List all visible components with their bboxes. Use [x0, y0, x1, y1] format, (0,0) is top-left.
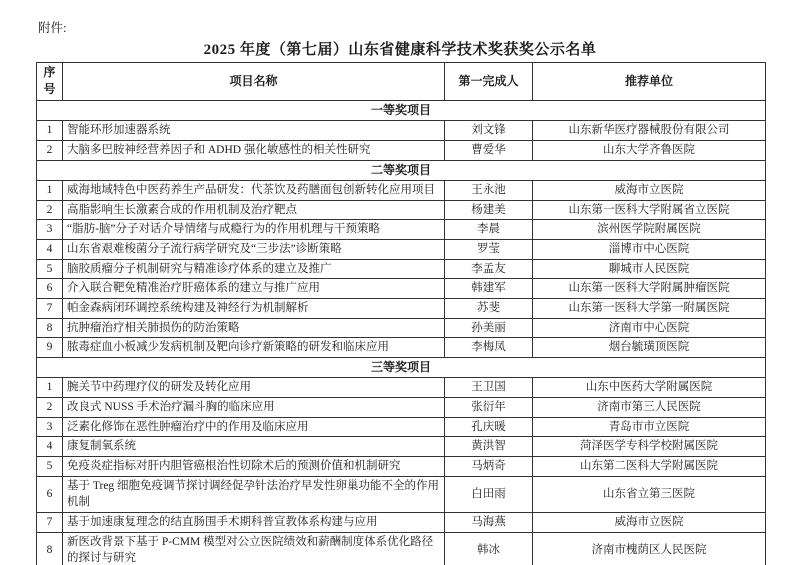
cell-project: 智能环形加速器系统	[63, 121, 445, 141]
table-row	[37, 298, 766, 318]
cell-unit: 山东第一医科大学附属省立医院	[533, 200, 766, 220]
cell-no: 3	[37, 417, 63, 437]
cell-person: 张衍年	[445, 398, 533, 418]
table-row	[37, 476, 766, 512]
cell-person: 黄洪智	[445, 437, 533, 457]
table-row	[37, 437, 766, 457]
table-row	[37, 513, 766, 533]
cell-unit: 山东第一医科大学第一附属医院	[533, 298, 766, 318]
cell-unit: 山东第二医科大学附属医院	[533, 457, 766, 477]
column-header: 第一完成人	[445, 63, 533, 101]
cell-unit: 山东中医药大学附属医院	[533, 378, 766, 398]
cell-project: 抗肿瘤治疗相关肺损伤的防治策略	[63, 318, 445, 338]
cell-unit: 滨州医学院附属医院	[533, 220, 766, 240]
cell-unit: 威海市立医院	[533, 180, 766, 200]
cell-person: 杨建美	[445, 200, 533, 220]
cell-unit: 山东省立第三医院	[533, 476, 766, 512]
page-title: 2025 年度（第七届）山东省健康科学技术奖获奖公示名单	[203, 42, 597, 58]
cell-project: 基于加速康复理念的结直肠围手术期科普宣教体系构建与应用	[63, 513, 445, 533]
table-row	[37, 259, 766, 279]
section-header-row	[37, 357, 766, 377]
table-row	[37, 140, 766, 160]
section-title: 一等奖项目	[37, 100, 766, 120]
cell-person: 王永池	[445, 180, 533, 200]
column-header: 推荐单位	[533, 63, 766, 101]
cell-unit: 菏泽医学专科学校附属医院	[533, 437, 766, 457]
cell-no: 5	[37, 457, 63, 477]
cell-person: 马海燕	[445, 513, 533, 533]
cell-unit: 济南市中心医院	[533, 318, 766, 338]
cell-project: 帕金森病闭环调控系统构建及神经行为机制解析	[63, 298, 445, 318]
cell-project: 高脂影响生长激素合成的作用机制及治疗靶点	[63, 200, 445, 220]
cell-unit: 山东大学齐鲁医院	[533, 140, 766, 160]
cell-person: 孔庆暖	[445, 417, 533, 437]
cell-unit: 聊城市人民医院	[533, 259, 766, 279]
cell-person: 马炳奇	[445, 457, 533, 477]
table-row	[37, 220, 766, 240]
table-row	[37, 532, 766, 565]
table-row	[37, 338, 766, 358]
table-row	[37, 121, 766, 141]
cell-no: 9	[37, 338, 63, 358]
cell-person: 李孟友	[445, 259, 533, 279]
cell-person: 孙美丽	[445, 318, 533, 338]
table-row	[37, 200, 766, 220]
awards-table-head	[37, 63, 766, 101]
cell-unit: 济南市第三人民医院	[533, 398, 766, 418]
awards-table-body	[37, 100, 766, 565]
table-row	[37, 180, 766, 200]
cell-no: 4	[37, 239, 63, 259]
cell-project: 脑胶质瘤分子机制研究与精准诊疗体系的建立及推广	[63, 259, 445, 279]
cell-project: “脂肪-脑”分子对话介导情绪与成瘾行为的作用机理与干预策略	[63, 220, 445, 240]
cell-person: 苏斐	[445, 298, 533, 318]
cell-no: 7	[37, 513, 63, 533]
cell-no: 1	[37, 121, 63, 141]
cell-project: 新医改背景下基于 P-CMM 模型对公立医院绩效和薪酬制度体系优化路径的探讨与研究	[63, 532, 445, 565]
table-row	[37, 239, 766, 259]
cell-no: 4	[37, 437, 63, 457]
cell-no: 8	[37, 532, 63, 565]
column-header: 项目名称	[63, 63, 445, 101]
cell-unit: 山东新华医疗器械股份有限公司	[533, 121, 766, 141]
cell-no: 1	[37, 180, 63, 200]
cell-project: 改良式 NUSS 手术治疗漏斗胸的临床应用	[63, 398, 445, 418]
cell-person: 曹爱华	[445, 140, 533, 160]
cell-person: 罗莹	[445, 239, 533, 259]
cell-unit: 济南市槐荫区人民医院	[533, 532, 766, 565]
cell-no: 6	[37, 279, 63, 299]
attachment-label: 附件:	[38, 21, 67, 35]
cell-no: 1	[37, 378, 63, 398]
cell-project: 泛素化修饰在恶性肿瘤治疗中的作用及临床应用	[63, 417, 445, 437]
cell-project: 免疫炎症指标对肝内胆管癌根治性切除术后的预测价值和机制研究	[63, 457, 445, 477]
cell-project: 威海地域特色中医药养生产品研发：代茶饮及药膳面包创新转化应用项目	[63, 180, 445, 200]
section-header-row	[37, 160, 766, 180]
section-title: 二等奖项目	[37, 160, 766, 180]
header-row	[37, 63, 766, 101]
table-row	[37, 398, 766, 418]
cell-no: 3	[37, 220, 63, 240]
table-row	[37, 417, 766, 437]
cell-no: 8	[37, 318, 63, 338]
cell-person: 李晨	[445, 220, 533, 240]
cell-unit: 山东第一医科大学附属肿瘤医院	[533, 279, 766, 299]
cell-no: 7	[37, 298, 63, 318]
cell-person: 李梅凤	[445, 338, 533, 358]
cell-project: 山东省艰难梭菌分子流行病学研究及“三步法”诊断策略	[63, 239, 445, 259]
cell-person: 韩冰	[445, 532, 533, 565]
cell-unit: 青岛市市立医院	[533, 417, 766, 437]
cell-person: 韩建军	[445, 279, 533, 299]
cell-no: 2	[37, 140, 63, 160]
cell-project: 基于 Treg 细胞免疫调节探讨调经促孕针法治疗早发性卵巢功能不全的作用机制	[63, 476, 445, 512]
cell-no: 2	[37, 398, 63, 418]
cell-no: 2	[37, 200, 63, 220]
cell-project: 康复制氧系统	[63, 437, 445, 457]
cell-project: 介入联合靶免精准治疗肝癌体系的建立与推广应用	[63, 279, 445, 299]
cell-unit: 烟台毓璜顶医院	[533, 338, 766, 358]
section-title: 三等奖项目	[37, 357, 766, 377]
cell-project: 腕关节中药理疗仪的研发及转化应用	[63, 378, 445, 398]
cell-no: 6	[37, 476, 63, 512]
cell-person: 王卫国	[445, 378, 533, 398]
awards-table	[36, 62, 766, 565]
cell-unit: 淄博市中心医院	[533, 239, 766, 259]
table-row	[37, 378, 766, 398]
table-row	[37, 279, 766, 299]
cell-no: 5	[37, 259, 63, 279]
cell-unit: 威海市立医院	[533, 513, 766, 533]
cell-project: 脓毒症血小板减少发病机制及靶向诊疗新策略的研发和临床应用	[63, 338, 445, 358]
column-header: 序号	[37, 63, 63, 101]
cell-project: 大脑多巴胺神经营养因子和 ADHD 强化敏感性的相关性研究	[63, 140, 445, 160]
cell-person: 白田雨	[445, 476, 533, 512]
table-row	[37, 457, 766, 477]
table-row	[37, 318, 766, 338]
section-header-row	[37, 100, 766, 120]
cell-person: 刘文锋	[445, 121, 533, 141]
